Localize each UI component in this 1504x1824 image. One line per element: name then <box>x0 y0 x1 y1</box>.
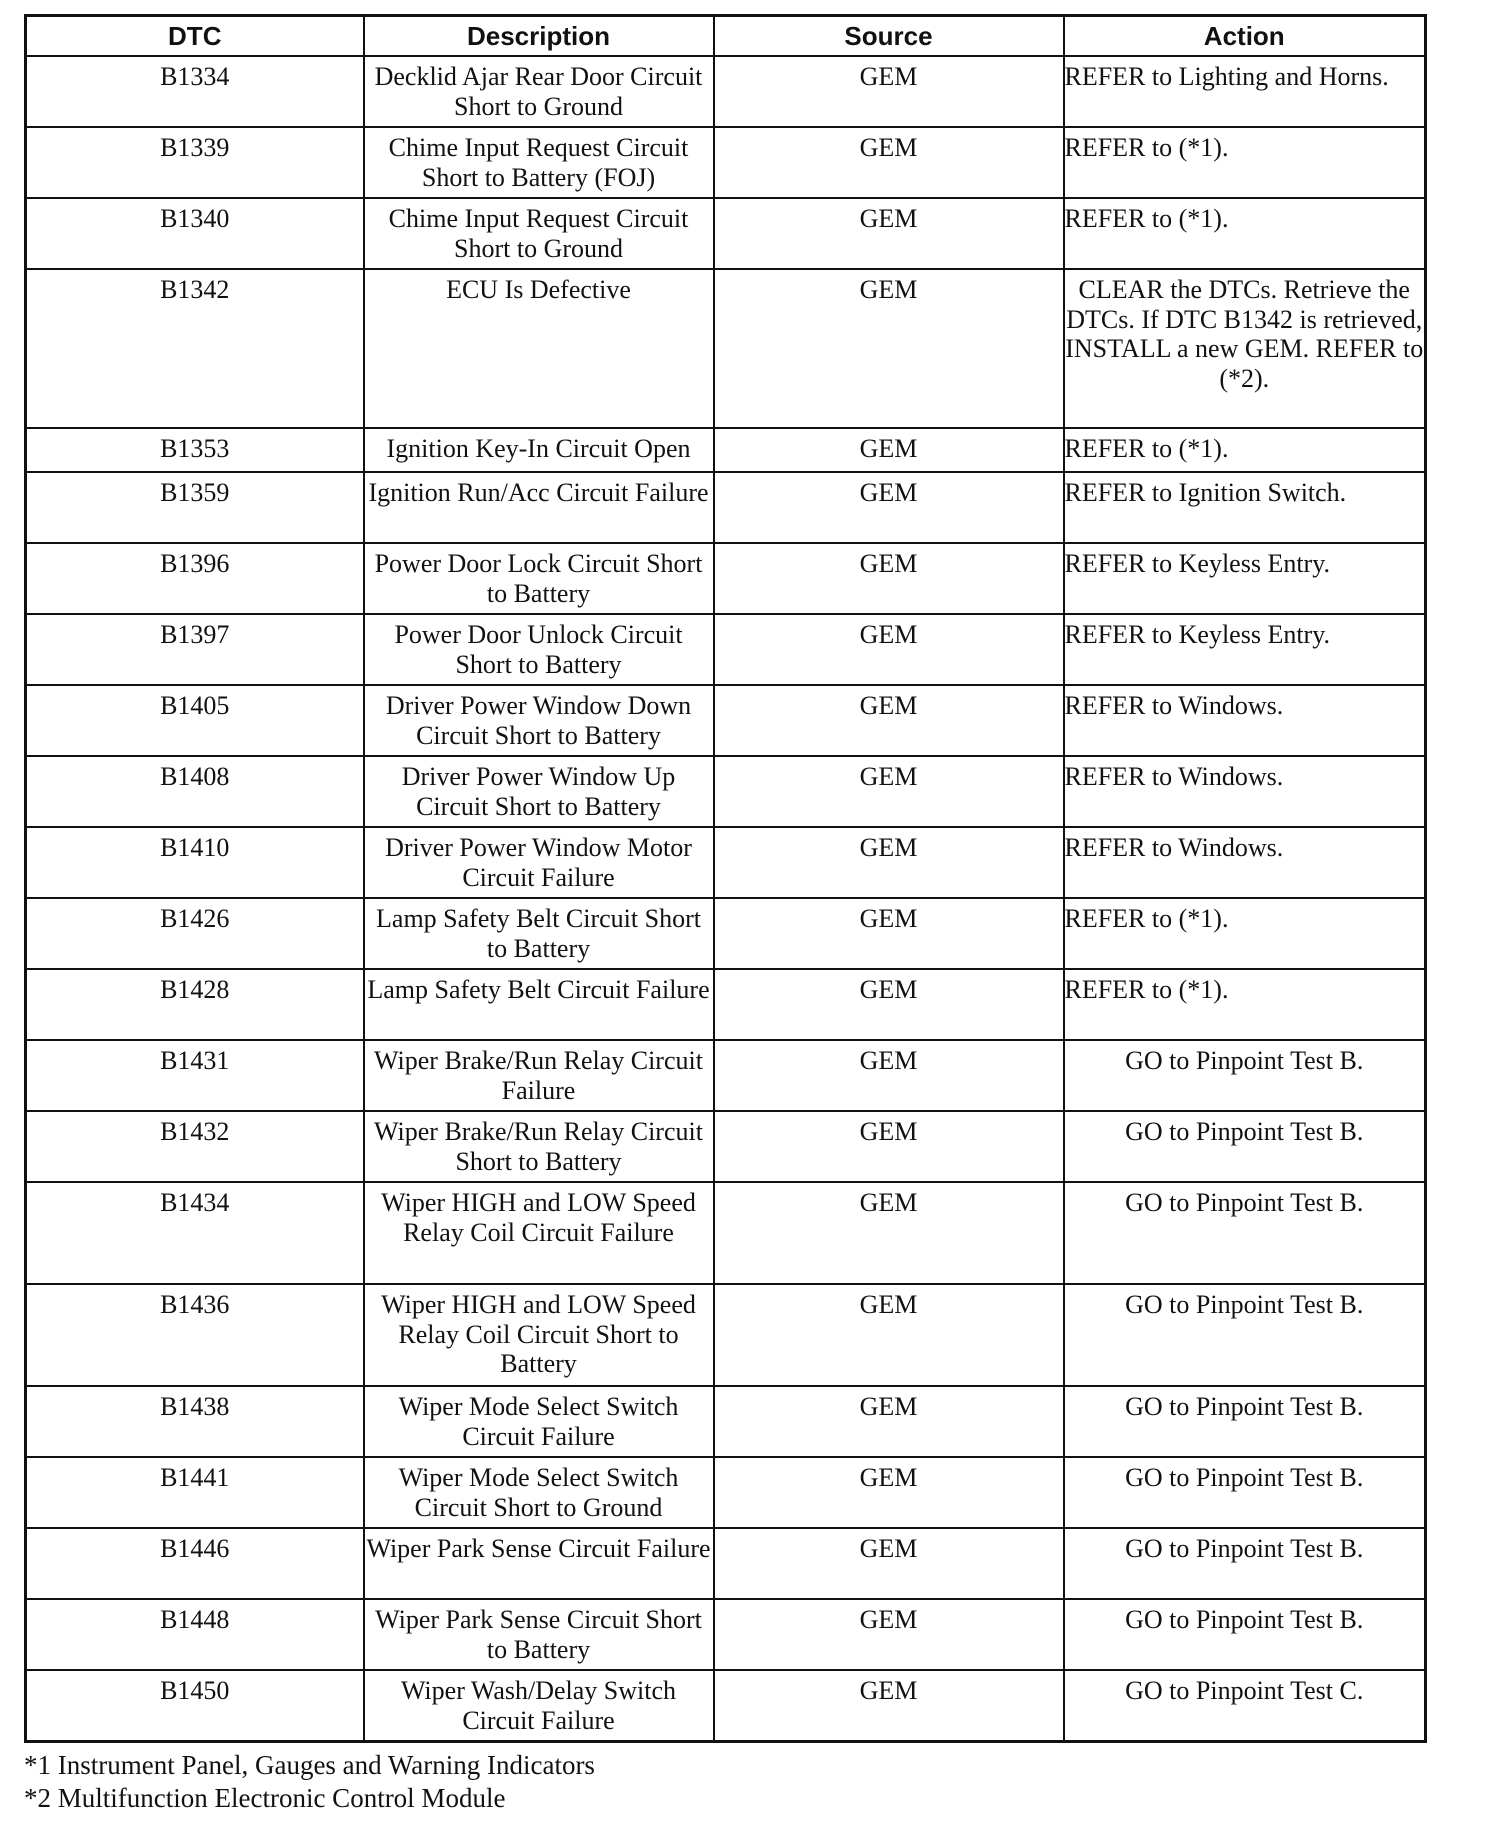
footnote-2: *2 Multifunction Electronic Control Module <box>24 1783 506 1813</box>
dtc-code: B1405 <box>26 685 364 756</box>
dtc-action: GO to Pinpoint Test B. <box>1064 1284 1426 1386</box>
dtc-source: GEM <box>714 127 1064 198</box>
dtc-action: GO to Pinpoint Test B. <box>1064 1040 1426 1111</box>
dtc-source: GEM <box>714 898 1064 969</box>
dtc-description: Driver Power Window Up Circuit Short to Battery <box>364 756 714 827</box>
table-row <box>26 1386 1426 1457</box>
dtc-action: GO to Pinpoint Test B. <box>1064 1457 1426 1528</box>
table-row <box>26 614 1426 685</box>
dtc-description: Driver Power Window Motor Circuit Failure <box>364 827 714 898</box>
dtc-code: B1438 <box>26 1386 364 1457</box>
dtc-source: GEM <box>714 1599 1064 1670</box>
table-row <box>26 1040 1426 1111</box>
table-row <box>26 56 1426 127</box>
header-dtc: DTC <box>26 16 364 57</box>
dtc-code: B1428 <box>26 969 364 1040</box>
header-source: Source <box>714 16 1064 57</box>
dtc-source: GEM <box>714 1111 1064 1182</box>
dtc-description: Chime Input Request Circuit Short to Ground <box>364 198 714 269</box>
dtc-source: GEM <box>714 472 1064 543</box>
dtc-code: B1397 <box>26 614 364 685</box>
table-row <box>26 756 1426 827</box>
dtc-source: GEM <box>714 1528 1064 1599</box>
dtc-code: B1339 <box>26 127 364 198</box>
dtc-code: B1431 <box>26 1040 364 1111</box>
dtc-source: GEM <box>714 428 1064 472</box>
dtc-source: GEM <box>714 543 1064 614</box>
dtc-code: B1340 <box>26 198 364 269</box>
table-row <box>26 1111 1426 1182</box>
dtc-description: Wiper Wash/Delay Switch Circuit Failure <box>364 1670 714 1742</box>
table-row <box>26 1457 1426 1528</box>
dtc-code: B1353 <box>26 428 364 472</box>
dtc-code: B1450 <box>26 1670 364 1742</box>
dtc-description: Wiper HIGH and LOW Speed Relay Coil Circuit Short to Battery <box>364 1284 714 1386</box>
dtc-action: REFER to Ignition Switch. <box>1064 472 1426 543</box>
table-row <box>26 127 1426 198</box>
dtc-code: B1396 <box>26 543 364 614</box>
dtc-table <box>24 14 1427 1743</box>
dtc-code: B1436 <box>26 1284 364 1386</box>
footnote-1: *1 Instrument Panel, Gauges and Warning Indicators <box>24 1750 595 1780</box>
dtc-description: Lamp Safety Belt Circuit Failure <box>364 969 714 1040</box>
dtc-description: Decklid Ajar Rear Door Circuit Short to Ground <box>364 56 714 127</box>
dtc-description: Lamp Safety Belt Circuit Short to Battery <box>364 898 714 969</box>
dtc-action: GO to Pinpoint Test B. <box>1064 1111 1426 1182</box>
dtc-source: GEM <box>714 827 1064 898</box>
table-row <box>26 198 1426 269</box>
dtc-code: B1448 <box>26 1599 364 1670</box>
dtc-action: REFER to (*1). <box>1064 428 1426 472</box>
table-row <box>26 1599 1426 1670</box>
dtc-code: B1408 <box>26 756 364 827</box>
dtc-source: GEM <box>714 756 1064 827</box>
dtc-description: Ignition Run/Acc Circuit Failure <box>364 472 714 543</box>
dtc-code: B1342 <box>26 269 364 428</box>
dtc-source: GEM <box>714 1386 1064 1457</box>
dtc-action: REFER to Keyless Entry. <box>1064 543 1426 614</box>
header-action: Action <box>1064 16 1426 57</box>
dtc-action: GO to Pinpoint Test B. <box>1064 1528 1426 1599</box>
dtc-description: Wiper HIGH and LOW Speed Relay Coil Circuit Failure <box>364 1182 714 1284</box>
table-row <box>26 827 1426 898</box>
dtc-description: Driver Power Window Down Circuit Short to Battery <box>364 685 714 756</box>
table-row <box>26 472 1426 543</box>
dtc-action: REFER to Keyless Entry. <box>1064 614 1426 685</box>
table-row <box>26 685 1426 756</box>
table-body <box>26 56 1426 1742</box>
dtc-source: GEM <box>714 614 1064 685</box>
dtc-code: B1446 <box>26 1528 364 1599</box>
dtc-description: Wiper Brake/Run Relay Circuit Failure <box>364 1040 714 1111</box>
dtc-description: Wiper Park Sense Circuit Failure <box>364 1528 714 1599</box>
dtc-description: Wiper Mode Select Switch Circuit Failure <box>364 1386 714 1457</box>
dtc-code: B1434 <box>26 1182 364 1284</box>
header-description: Description <box>364 16 714 57</box>
table-header <box>26 16 1426 57</box>
dtc-action: REFER to (*1). <box>1064 898 1426 969</box>
table-row <box>26 269 1426 428</box>
dtc-action: REFER to (*1). <box>1064 127 1426 198</box>
dtc-action: REFER to (*1). <box>1064 969 1426 1040</box>
table-row <box>26 1182 1426 1284</box>
dtc-source: GEM <box>714 1457 1064 1528</box>
table-row <box>26 1528 1426 1599</box>
dtc-description: Wiper Park Sense Circuit Short to Battery <box>364 1599 714 1670</box>
table-row <box>26 428 1426 472</box>
dtc-code: B1410 <box>26 827 364 898</box>
dtc-action: GO to Pinpoint Test B. <box>1064 1182 1426 1284</box>
dtc-source: GEM <box>714 685 1064 756</box>
dtc-code: B1426 <box>26 898 364 969</box>
dtc-action: REFER to (*1). <box>1064 198 1426 269</box>
dtc-source: GEM <box>714 1284 1064 1386</box>
dtc-description: Power Door Unlock Circuit Short to Battery <box>364 614 714 685</box>
dtc-source: GEM <box>714 1670 1064 1742</box>
dtc-code: B1432 <box>26 1111 364 1182</box>
dtc-action: CLEAR the DTCs. Retrieve the DTCs. If DTC B1342 is retrieved, INSTALL a new GEM. REFER to (*2). <box>1064 269 1426 428</box>
dtc-action: REFER to Windows. <box>1064 685 1426 756</box>
dtc-source: GEM <box>714 269 1064 428</box>
table-row <box>26 898 1426 969</box>
dtc-source: GEM <box>714 56 1064 127</box>
dtc-action: REFER to Windows. <box>1064 756 1426 827</box>
dtc-source: GEM <box>714 198 1064 269</box>
dtc-description: Chime Input Request Circuit Short to Battery (FOJ) <box>364 127 714 198</box>
dtc-action: GO to Pinpoint Test B. <box>1064 1386 1426 1457</box>
dtc-code: B1359 <box>26 472 364 543</box>
document-page <box>24 14 1424 1815</box>
dtc-action: GO to Pinpoint Test B. <box>1064 1599 1426 1670</box>
dtc-description: Wiper Mode Select Switch Circuit Short to Ground <box>364 1457 714 1528</box>
dtc-source: GEM <box>714 1182 1064 1284</box>
dtc-description: Wiper Brake/Run Relay Circuit Short to Battery <box>364 1111 714 1182</box>
dtc-action: GO to Pinpoint Test C. <box>1064 1670 1426 1742</box>
dtc-code: B1334 <box>26 56 364 127</box>
footnotes <box>24 1749 1424 1815</box>
table-row <box>26 1670 1426 1742</box>
table-row <box>26 1284 1426 1386</box>
dtc-source: GEM <box>714 969 1064 1040</box>
dtc-source: GEM <box>714 1040 1064 1111</box>
dtc-description: Ignition Key-In Circuit Open <box>364 428 714 472</box>
dtc-description: ECU Is Defective <box>364 269 714 428</box>
dtc-code: B1441 <box>26 1457 364 1528</box>
dtc-description: Power Door Lock Circuit Short to Battery <box>364 543 714 614</box>
table-row <box>26 543 1426 614</box>
table-row <box>26 969 1426 1040</box>
dtc-action: REFER to Windows. <box>1064 827 1426 898</box>
dtc-action: REFER to Lighting and Horns. <box>1064 56 1426 127</box>
